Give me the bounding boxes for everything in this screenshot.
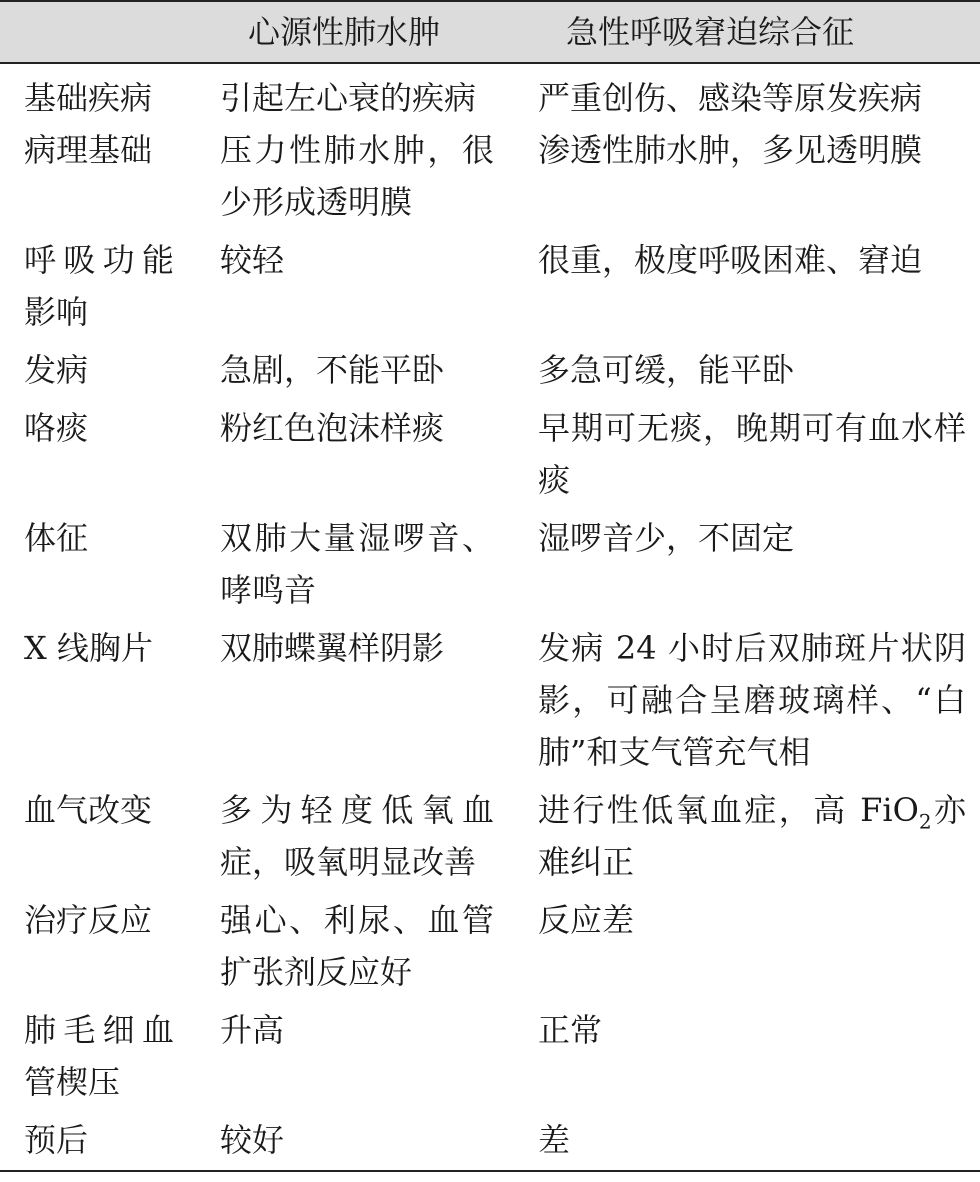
ards-cell: 早期可无痰，晚期可有血水样痰: [538, 409, 966, 499]
cardio-cell: 双肺大量湿啰音、哮鸣音: [220, 519, 494, 609]
table-row: [0, 784, 980, 894]
table-row: [0, 124, 980, 234]
table-row: [0, 234, 980, 344]
table-row: [0, 512, 980, 622]
cardio-cell: 引起左心衰的疾病: [220, 79, 477, 117]
header-empty: [0, 1, 196, 63]
table-row: [0, 1114, 980, 1171]
ards-cell: 很重，极度呼吸困难、窘迫: [538, 241, 923, 279]
row-label: 病理基础: [24, 131, 153, 169]
cardio-cell: 升高: [220, 1011, 285, 1049]
cardio-cell: 急剧，不能平卧: [220, 351, 445, 389]
header-row: [0, 1, 980, 63]
table-row: [0, 1004, 980, 1114]
ards-cell: [516, 784, 980, 894]
row-label: 治疗反应: [24, 901, 153, 939]
cardio-cell: 强心、利尿、血管扩张剂反应好: [220, 901, 494, 991]
cardio-cell: 较轻: [220, 241, 285, 279]
table-row: [0, 344, 980, 402]
row-label: 血气改变: [24, 791, 153, 829]
table-row: [0, 402, 980, 512]
ards-cell: 反应差: [538, 901, 635, 939]
cardio-cell: 双肺蝶翼样阴影: [220, 629, 445, 667]
row-label: 呼吸功能影响: [24, 241, 174, 331]
table-row: [0, 622, 980, 784]
cardio-cell: 较好: [196, 1114, 516, 1171]
ards-cell: 渗透性肺水肿，多见透明膜: [538, 131, 923, 169]
row-label: 基础疾病: [24, 79, 153, 117]
cardio-cell: 压力性肺水肿，很少形成透明膜: [220, 131, 494, 221]
row-label: 发病: [24, 351, 89, 389]
cardio-cell: 粉红色泡沫样痰: [220, 409, 445, 447]
ards-cell: 正常: [538, 1011, 603, 1049]
ards-cell: 差: [516, 1114, 980, 1171]
row-label: 肺毛细血管楔压: [24, 1011, 174, 1101]
ards-cell: 发病 24 小时后双肺斑片状阴影，可融合呈磨玻璃样、“白肺”和支气管充气相: [538, 629, 966, 771]
row-label: X 线胸片: [24, 629, 153, 667]
table-header: [0, 1, 980, 63]
ards-cell: 多急可缓，能平卧: [538, 351, 795, 389]
cardio-cell: 多为轻度低氧血症，吸氧明显改善: [220, 791, 494, 881]
row-label: 体征: [24, 519, 89, 557]
table-row: [0, 894, 980, 1004]
ards-subscript: 2: [918, 809, 932, 834]
ards-text-main: 进行性低氧血症，高 FiO: [538, 791, 919, 829]
ards-text-tail: 亦难纠正: [538, 791, 966, 881]
ards-cell: 湿啰音少，不固定: [538, 519, 795, 557]
header-cardiogenic: 心源性肺水肿: [196, 1, 516, 63]
table-body: [0, 63, 980, 1171]
ards-cell: 严重创伤、感染等原发疾病: [538, 79, 923, 117]
row-label: 预后: [0, 1114, 196, 1171]
header-ards: 急性呼吸窘迫综合征: [516, 1, 980, 63]
row-label: 咯痰: [24, 409, 89, 447]
table-row: [0, 63, 980, 124]
